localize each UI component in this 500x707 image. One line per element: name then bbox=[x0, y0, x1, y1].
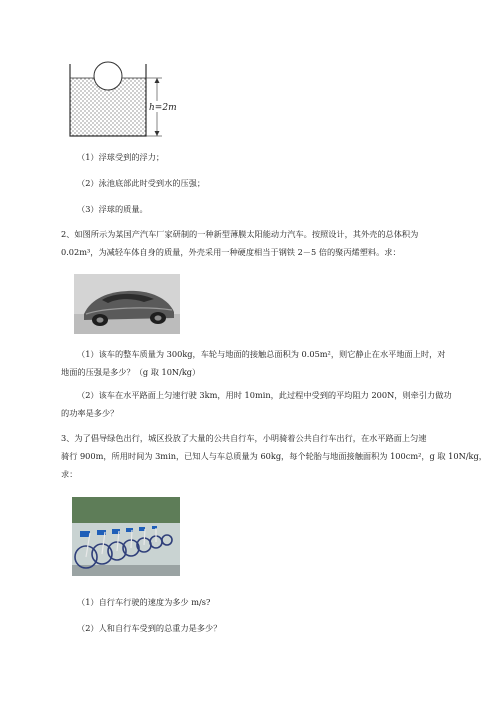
q2-sub2-line-1: （2）该车在水平路面上匀速行驶 3km，用时 10min，此过程中受到的平均阻力 200N，则牵引力做功 bbox=[77, 390, 452, 400]
arrow-down-icon bbox=[155, 131, 160, 136]
q1-item-1: （1）浮球受到的浮力； bbox=[77, 152, 165, 162]
q1-item-3: （3）浮球的质量。 bbox=[77, 204, 148, 214]
public-bikes-photo bbox=[72, 497, 180, 576]
q3-text-line-1: 3、为了倡导绿色出行，城区投放了大量的公共自行车，小明骑着公共自行车出行，在水平路面上匀速 bbox=[61, 433, 427, 443]
q3-item-2: （2）人和自行车受到的总重力是多少？ bbox=[77, 623, 222, 633]
solar-car-photo bbox=[74, 274, 180, 334]
q2-text-line-2: 0.02m³，为减轻车体自身的质量，外壳采用一种硬度相当于钢铁 2－5 倍的聚丙烯塑料。求： bbox=[61, 247, 401, 257]
q2-sub1-line-2: 地面的压强是多少？（g 取 10N/kg） bbox=[61, 367, 201, 377]
h-label: h=2m bbox=[149, 103, 177, 113]
q3-text-line-2: 骑行 900m，所用时间为 3min，已知人与车总质量为 60kg，每个轮胎与地面接触面积为 100cm²，g 取 10N/kg， bbox=[61, 451, 487, 461]
float-ball bbox=[94, 62, 122, 90]
q1-item-2: （2）泳池底部此时受到水的压强； bbox=[77, 178, 206, 188]
q2-sub1-line-1: （1）该车的整车质量为 300kg，车轮与地面的接触总面积为 0.05m²，则它静止在水平地面上时，对 bbox=[77, 349, 446, 359]
q3-item-1: （1）自行车行驶的速度为多少 m/s? bbox=[77, 597, 211, 607]
q3-text-line-3: 求： bbox=[61, 469, 78, 479]
q2-text-line-1: 2、如图所示为某国产汽车厂家研制的一种新型薄膜太阳能动力汽车。按照设计，其外壳的总体积为 bbox=[61, 229, 419, 239]
bikes-illustration bbox=[72, 497, 180, 576]
pool-ball-figure bbox=[66, 60, 186, 142]
q2-sub2-line-2: 的功率是多少？ bbox=[61, 408, 119, 418]
arrow-up-icon bbox=[155, 78, 160, 83]
pool-ball-diagram bbox=[66, 60, 186, 142]
car-illustration bbox=[74, 274, 180, 334]
